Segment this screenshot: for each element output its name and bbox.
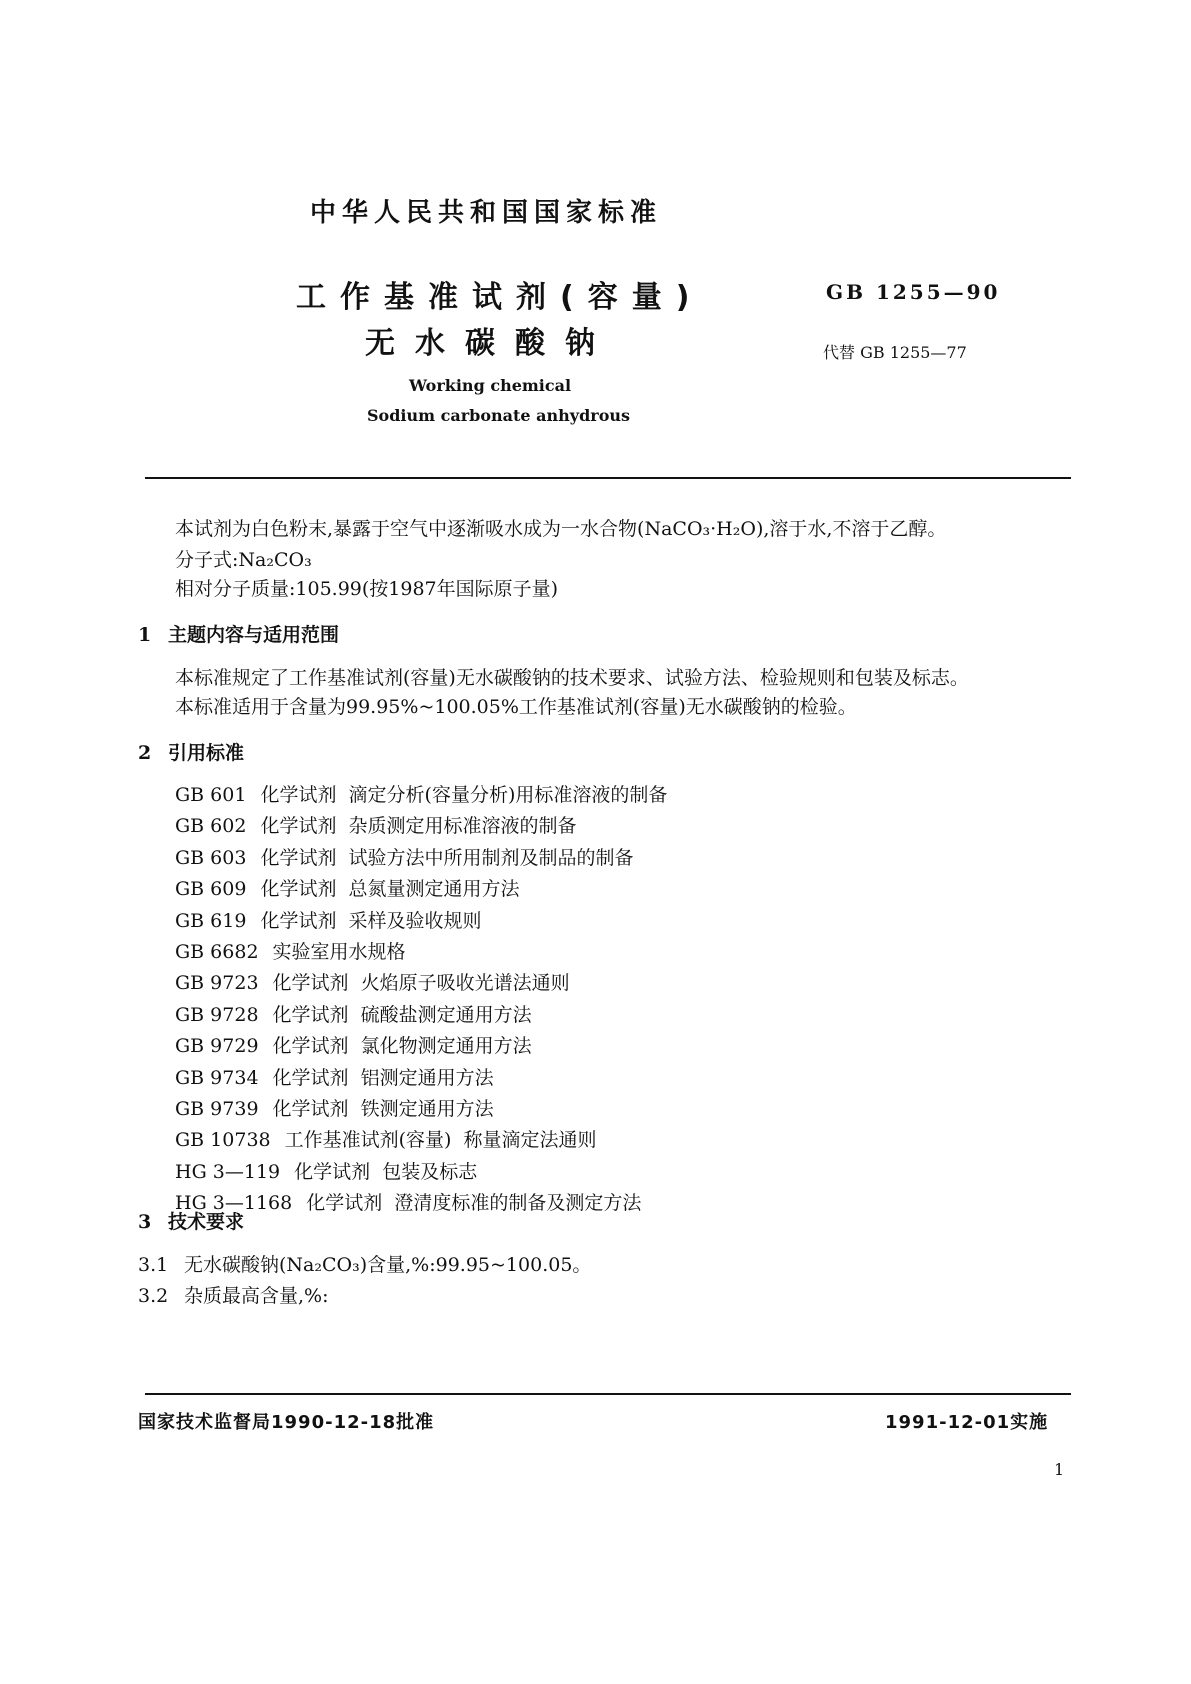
section-3-number: 3 (138, 1211, 152, 1233)
clause-3-1 (138, 1250, 591, 1277)
reference-row (175, 1094, 494, 1121)
english-title-line2: Sodium carbonate anhydrous (367, 406, 631, 425)
reference-row (175, 937, 406, 964)
reference-row (175, 780, 667, 807)
reference-row (175, 906, 482, 933)
reference-title: 化学试剂 试验方法中所用制剂及制品的制备 (260, 846, 634, 869)
reference-title: 化学试剂 铁测定通用方法 (272, 1098, 494, 1120)
reference-title: 化学试剂 采样及验收规则 (260, 909, 482, 932)
reference-code: HG 3—119 (175, 1160, 281, 1183)
clause-3-1-text: 无水碳酸钠(Na₂CO₃)含量,%:99.95~100.05。 (184, 1254, 592, 1276)
reference-row (175, 843, 634, 870)
reference-row (175, 874, 520, 901)
reference-row (175, 1188, 641, 1215)
section-2-heading (138, 738, 244, 765)
footer-divider (145, 1393, 1071, 1395)
clause-3-2-text: 杂质最高含量,%: (184, 1285, 329, 1307)
section-1-paragraph-2: 本标准适用于含量为99.95%~100.05%工作基准试剂(容量)无水碳酸钠的检验。 (175, 696, 857, 718)
replaces-standard: 代替 GB 1255—77 (823, 343, 967, 362)
reference-code: GB 9729 (175, 1035, 259, 1058)
section-2-number: 2 (138, 742, 152, 764)
reference-row (175, 1157, 477, 1184)
intro-description: 本试剂为白色粉末,暴露于空气中逐渐吸水成为一水合物(NaCO₃·H₂O),溶于水,不溶于乙醇。 (175, 518, 947, 540)
section-2-title: 引用标准 (168, 742, 245, 764)
english-title-line1: Working chemical (409, 376, 572, 395)
reference-code: GB 9739 (175, 1098, 259, 1120)
clause-3-1-number: 3.1 (138, 1254, 169, 1276)
header-divider (145, 477, 1071, 479)
reference-title: 化学试剂 包装及标志 (294, 1160, 478, 1183)
section-3-heading (138, 1207, 244, 1234)
document-title-line1: 工作基准试剂(容量) (296, 280, 704, 315)
effective-date: 1991-12-01实施 (885, 1412, 1049, 1433)
reference-title: 化学试剂 火焰原子吸收光谱法通则 (272, 972, 570, 995)
section-3-title: 技术要求 (168, 1211, 245, 1233)
reference-code: GB 9728 (175, 1003, 259, 1026)
reference-title: 化学试剂 杂质测定用标准溶液的制备 (260, 815, 577, 838)
reference-row (175, 811, 577, 838)
reference-title: 化学试剂 硫酸盐测定通用方法 (272, 1003, 532, 1026)
reference-code: GB 603 (175, 846, 247, 869)
page-number: 1 (1054, 1460, 1065, 1479)
reference-title: 化学试剂 滴定分析(容量分析)用标准溶液的制备 (260, 784, 668, 806)
reference-code: GB 601 (175, 784, 247, 806)
reference-title: 化学试剂 氯化物测定通用方法 (272, 1035, 532, 1058)
molecular-mass: 相对分子质量:105.99(按1987年国际原子量) (175, 578, 559, 600)
reference-code: GB 619 (175, 909, 247, 932)
reference-code: HG 3—1168 (175, 1192, 293, 1215)
clause-3-2 (138, 1281, 329, 1308)
reference-code: GB 9734 (175, 1066, 259, 1089)
reference-row (175, 1000, 532, 1027)
reference-row (175, 1125, 597, 1152)
reference-code: GB 6682 (175, 941, 259, 963)
reference-code: GB 609 (175, 878, 247, 901)
molecular-formula: 分子式:Na₂CO₃ (175, 549, 312, 571)
reference-title: 工作基准试剂(容量) 称量滴定法通则 (284, 1129, 597, 1152)
national-standard-title: 中华人民共和国国家标准 (310, 198, 663, 228)
document-title-line2: 无水碳酸钠 (365, 326, 615, 361)
reference-row (175, 1063, 494, 1090)
reference-code: GB 10738 (175, 1129, 271, 1152)
reference-code: GB 9723 (175, 972, 259, 995)
reference-title: 化学试剂 总氮量测定通用方法 (260, 878, 520, 901)
reference-row (175, 1031, 532, 1058)
clause-3-2-number: 3.2 (138, 1285, 169, 1307)
section-1-title: 主题内容与适用范围 (168, 624, 340, 646)
reference-row (175, 968, 570, 995)
section-1-heading (138, 620, 339, 647)
approval-statement: 国家技术监督局1990-12-18批准 (138, 1412, 435, 1433)
reference-title: 实验室用水规格 (272, 941, 406, 963)
section-1-number: 1 (138, 624, 152, 646)
section-1-paragraph-1: 本标准规定了工作基准试剂(容量)无水碳酸钠的技术要求、试验方法、检验规则和包装及标志。 (175, 667, 969, 689)
reference-title: 化学试剂 澄清度标准的制备及测定方法 (306, 1192, 642, 1215)
reference-code: GB 602 (175, 815, 247, 838)
standard-code: GB 1255—90 (826, 280, 1001, 304)
reference-title: 化学试剂 铝测定通用方法 (272, 1066, 494, 1089)
